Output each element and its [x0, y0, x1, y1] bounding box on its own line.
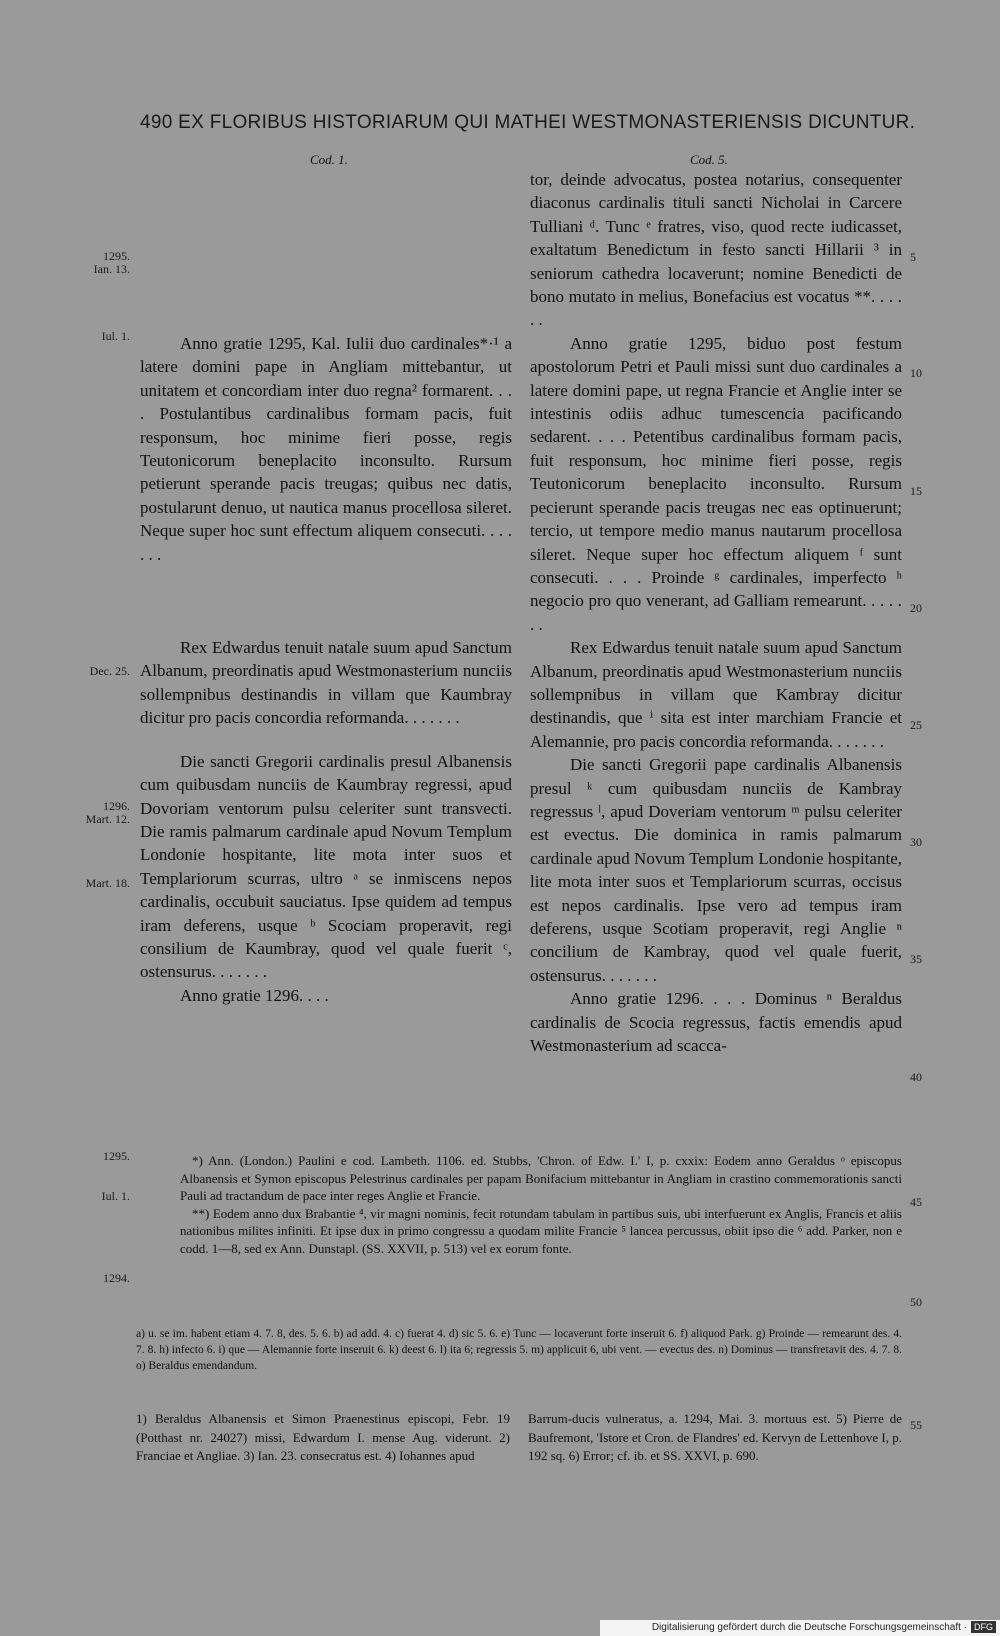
footer-text: Digitalisierung gefördert durch die Deutsche Forschungsgemeinschaft ·	[651, 1622, 967, 1633]
margin-date: 1295.	[103, 1149, 130, 1163]
footnote-star-2: **) Eodem anno dux Brabantie ⁴, vir magni nominis, fecit rotundam tabulam in partibus suis, ubi interfuerunt ex Anglis, Francis et aliis nationibus milites infiniti. Et ipse dux in primo congressu a quodam milite Francie ⁵ lancea percussus, obiit ipso die ⁶ add. Parker, non e codd. 1—8, sed ex Ann. Dunstapl. (SS. XXVII, p. 513) vel ex eorum fonte.	[180, 1205, 902, 1256]
variant-readings: a) u. se im. habent etiam 4. 7. 8, des. 5. 6. b) ad add. 4. c) fuerat 4. d) sic 5. 6. e) Tunc — locaverunt forte inseruit 6. f) aliquod Park. g) Proinde — remearunt des. 4. 7. 8. h) infecto 6. i) que — Alemannie forte inseruit 6. k) deest 6. l) ita 6; regressis 5. m) applicuit 6, ubi vent. — evectus des. n) Dominus — transfretavit des. 4. 7. 8. o) Beraldus emendandum.	[136, 1328, 902, 1372]
line-number: 5	[910, 250, 916, 264]
line-number: 20	[910, 601, 922, 615]
right-paragraph-4: Anno gratie 1296. . . . Dominus ⁿ Beraldus cardinalis de Scocia regressus, factis emendis apud Westmonasterium ad scacca-	[530, 989, 902, 1056]
line-number: 35	[910, 952, 922, 966]
commentary-notes-left: 1) Beraldus Albanensis et Simon Praenestinus episcopi, Febr. 19 (Potthast nr. 24027) missi, Edwardum I. mense Aug. viderunt. 2) Franciae et Angliae. 3) Ian. 23. consecratus est. 4) Iohannes apud	[136, 1411, 510, 1463]
left-paragraph-2: Rex Edwardus tenuit natale suum apud Sanctum Albanum, preordinatis apud Westmonasterium nunciis sollempnibus destinandis in villam que Kaumbray dicitur pro pacis concordia reformanda. . . . . . .	[140, 638, 512, 728]
line-number: 15	[910, 484, 922, 498]
line-number: 40	[910, 1070, 922, 1084]
line-number: 25	[910, 718, 922, 732]
right-paragraph-3: Die sancti Gregorii pape cardinalis Albanensis presul ᵏ cum quibusdam nunciis de Kambray regressus ˡ, apud Doveriam ventorum ᵐ pulsu celeriter est evectus. Die dominica in ramis palmarum cardinale apud Novum Templum Londonie hospitante, lite mota inter suos et Templariorum scurras, occisus est nepos cardinalis. Ipse vero ad tempus iram deferens, usque Scotiam properavit, regi Anglie ⁿ concilium de Kambray, quod vel quale fuerit, ostensurus. . . . . . .	[530, 755, 902, 985]
commentary-notes-right: Barrum-ducis vulneratus, a. 1294, Mai. 3. mortuus est. 5) Pierre de Baufremont, 'Istore et Cron. de Flandres' ed. Kervyn de Lettenhove I, p. 192 sq. 6) Error; cf. ib. et SS. XXVI, p. 690.	[528, 1411, 902, 1463]
dfg-logo: DFG	[971, 1621, 996, 1633]
right-paragraph-1: Anno gratie 1295, biduo post festum apostolorum Petri et Pauli missi sunt duo cardinales a latere domini pape, ut regna Francie et Anglie inter se intestinis odiis adhuc tumescencia pacificando sedarent. . . . Petentibus cardinalibus formam pacis, fuit responsum, hoc minime fieri posse, regis Teutonicorum beneplacito inconsulto. Rursum pecierunt sperande pacis treugas nec eas optinuerunt; tercio, ut tempore medio manus nautarum procellosa sileret. Neque super hoc effectum aliquem ᶠ sunt consecuti. . . . Proinde ᵍ cardinales, imperfecto ʰ negocio pro quo venerant, ad Galliam remearunt. . . . . . .	[530, 333, 902, 634]
margin-date: Iul. 1.	[101, 329, 130, 343]
margin-date: Dec. 25.	[89, 664, 130, 678]
right-paragraph-2: Rex Edwardus tenuit natale suum apud Sanctum Albanum, preordinatis apud Westmonasterium nunciis sollempnibus in villam que Kambray dicitur destinandis, que ⁱ sita est inter marchiam Francie et Alemannie, pro pacis concordia reformanda. . . . . . .	[530, 638, 902, 751]
left-paragraph-3: Die sancti Gregorii cardinalis presul Albanensis cum quibusdam nunciis de Kaumbray regressi, apud Dovoriam ventorum pulsu celeriter sunt transvecti. Die ramis palmarum cardinale apud Novum Templum Londonie hospitante, lite mota inter suos et Templariorum scurras, ultro ᵃ se inmiscens nepos cardinalis, occubuit sauciatus. Ipse quidem ad tempus iram deferens, usque ᵇ Scociam properavit, regi consilium de Kaumbray, quod vel quale fuerit ᶜ, ostensurus. . . . . . .	[140, 751, 512, 982]
right-column	[530, 168, 902, 1057]
cod-label-right: Cod. 5.	[690, 152, 728, 167]
margin-date: Mart. 18.	[85, 876, 130, 890]
margin-date: 1295. Ian. 13.	[93, 249, 130, 276]
left-paragraph-1: Anno gratie 1295, Kal. Iulii duo cardinales*·¹ a latere domini pape in Angliam mittebantur, ut unitatem et concordiam inter duo regna² formarent. . . . Postulantibus cardinalibus formam pacis, fuit responsum, hoc minime fieri posse, regis Teutonicorum beneplacito inconsulto. Rursum petierunt sperande pacis treugas; quibus nec datis, postularunt denuo, ut nautica manus procellosa sileret. Neque super hoc sunt effectum aliquem consecuti. . . . . . .	[140, 334, 512, 564]
line-number: 50	[910, 1295, 922, 1309]
line-number: 30	[910, 835, 922, 849]
footnotes-block	[180, 1152, 902, 1257]
left-column	[140, 332, 512, 1007]
digitization-footer	[600, 1620, 1000, 1636]
page-header: 490 EX FLORIBUS HISTORIARUM QUI MATHEI WESTMONASTERIENSIS DICUNTUR.	[140, 112, 916, 133]
line-number: 10	[910, 366, 922, 380]
margin-date: 1296. Mart. 12.	[85, 799, 130, 826]
margin-date: 1294.	[103, 1271, 130, 1285]
margin-date: Iul. 1.	[101, 1189, 130, 1203]
right-paragraph-0: tor, deinde advocatus, postea notarius, consequenter diaconus cardinalis tituli sancti Nicholai in Carcere Tulliani ᵈ. Tunc ᵉ fratres, viso, quod recte iudicasset, exaltatum Benedictum in festo sancti Hillarii ³ in seniorum cathedra locaverunt; nomine Benedicti de bono mutato in melius, Bonefacius est vocatus **. . . . . .	[530, 170, 902, 330]
cod-label-left: Cod. 1.	[310, 152, 348, 167]
line-number: 45	[910, 1195, 922, 1209]
footnote-star-1: *) Ann. (London.) Paulini e cod. Lambeth. 1106. ed. Stubbs, 'Chron. of Edw. I.' I, p. cxxix: Eodem anno Geraldus ᵒ episcopus Albanensis et Symon episcopus Pelestrinus cardinales per papam Bonifacium mittebantur in Angliam in crastino commemorationis sancti Pauli ad tractandum de pace inter reges Anglie et Francie.	[180, 1153, 902, 1203]
left-paragraph-4: Anno gratie 1296. . . .	[180, 985, 329, 1005]
line-number: 55	[910, 1418, 922, 1432]
